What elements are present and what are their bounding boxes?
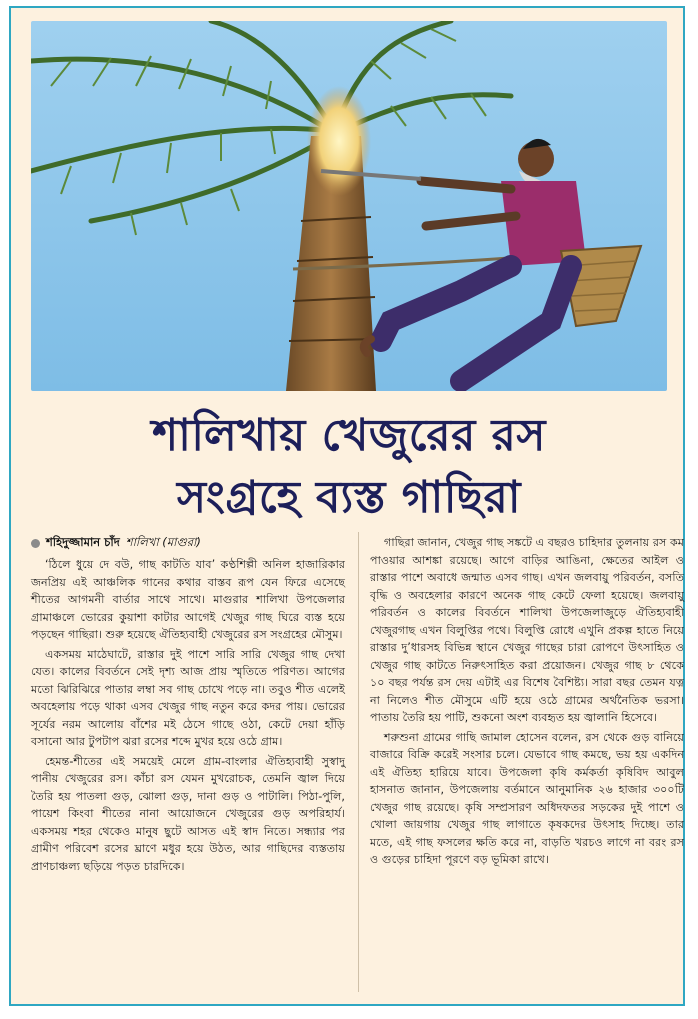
- paragraph: গাছিরা জানান, খেজুর গাছ সঙ্কটে এ বছরও চাহিদার তুলনায় রস কম পাওয়ার আশঙ্কা রয়েছে। আগে বাড়ির আঙিনা, ক্ষেতের আইল ও রাস্তার পাশে অবাধে জন্মাত এসব গাছ। এখন জলবায়ু পরিবর্তন, বসতি বৃদ্ধি ও অবহেলার কারণে অনেক গাছ কেটে ফেলা হয়েছে। জলবায়ু পরিবর্তন ও কালের বিবর্তনে শালিখা উপজেলাজুড়ে ঐতিহ্যবাহী খেজুরগাছ এখন বিলুপ্তির পথে। বিলুপ্তি রোধে এখুনি প্রকল্প হাতে নিয়ে রাস্তার দু’ধারসহ বিভিন্ন স্থানে খেজুর গাছের চারা রোপণে উৎসাহিত ও খেজুর গাছ কাটতে নিরুৎসাহিত করা প্রয়োজন। খেজুর গাছ ৮ থেকে ১০ বছর পর্যন্ত রস দেয় এটাই এর বিশেষ বৈশিষ্ট্য। সারা বছর তেমন যত্ন না নিলেও শীত মৌসুমে এটি হয়ে ওঠে গ্রামের অর্থনৈতিক ভরসা। পাতায় তৈরি হয় পাটি, শুকনো অংশ ব্যবহৃত হয় জ্বালানি হিসেবে।: [370, 536, 684, 724]
- byline: [31, 532, 351, 554]
- paragraph: ‘ঠিলে ধুয়ে দে বউ, গাছ কাটতি যাব’ কণ্ঠশিল্পী অনিল হাজারিকার জনপ্রিয় এই আঞ্চলিক গানের কথার বাস্তব রূপ যেন ফিরে এসেছে শীতের আগমনী বার্তার সাথে সাথে। মাগুরার শালিখা উপজেলার গ্রামাঞ্চলে ভোরের কুয়াশা কাটার আগেই খেজুর গাছ ঘিরে ব্যস্ত হয়ে পড়ছেন গাছিরা। শুরু হয়েছে ঐতিহ্যবাহী খেজুরের রস সংগ্রহের মৌসুম।: [31, 558, 345, 641]
- newspaper-clipping: [9, 6, 685, 1006]
- bullet-icon: [31, 539, 40, 548]
- article-column-left: [31, 556, 345, 877]
- column-divider: [358, 532, 359, 992]
- article-column-right: [370, 534, 684, 871]
- date-palm-climber-photo: [31, 21, 667, 391]
- paragraph: একসময় মাঠেঘাটে, রাস্তার দুই পাশে সারি সারি খেজুর গাছ দেখা যেত। কালের বিবর্তনে সেই দৃশ্য আজ প্রায় স্মৃতিতে পরিণত। আগের মতো ঝিরিঝিরে পাতার লম্বা সব গাছ চোখে পড়ে না। তবুও শীত এলেই অবহেলায় পড়ে থাকা এসব খেজুর গাছ নতুন করে কদর পায়। ভোরের সূর্যের নরম আলোয় বাঁশের মই ঠেসে গাছে ওঠা, কেটে দেয়া হাঁড়ি বসানো আর টুপটাপ ঝরা রসের শব্দে মুখর হয়ে ওঠে গ্রাম।: [31, 647, 345, 748]
- paragraph: শরুশুনা গ্রামের গাছি জামাল হোসেন বলেন, রস থেকে গুড় বানিয়ে বাজারে বিক্রি করেই সংসার চলে। যেভাবে গাছ কমছে, ভয় হয় একদিন এই ঐতিহ্য হারিয়ে যাবে। উপজেলা কৃষি কর্মকর্তা কৃষিবিদ আবুল হাসনাত জানান, উপজেলায় বর্তমানে আনুমানিক ২৬ হাজার ৩০০টি খেজুর গাছ রয়েছে। কৃষি সম্প্রসারণ অধিদফতর সড়কের দুই পাশে ও খোলা জায়গায় খেজুর গাছ লাগাতে কৃষকদের উৎসাহ দিচ্ছে। তার মতে, এই গাছ ফসলের ক্ষতি করে না, বাড়তি খরচও লাগে না বরং রস ও গুড়ের চাহিদা পূরণে বড় ভূমিকা রাখে।: [370, 730, 684, 866]
- paragraph: হেমন্ত-শীতের এই সময়েই মেলে গ্রাম-বাংলার ঐতিহ্যবাহী সুস্বাদু পানীয় খেজুরের রস। কাঁচা রস যেমন মুখরোচক, তেমনি জ্বাল দিয়ে তৈরি হয় পাতলা গুড়, ঝোলা গুড়, দানা গুড় ও পাটালি। পিঠা-পুলি, পায়েশ কিংবা শীতের নানা আয়োজনে খেজুরের গুড় অপরিহার্য। একসময় শহর থেকেও মানুষ ছুটে আসত এই স্বাদ নিতে। সন্ধ্যার পর গ্রামীণ পরিবেশ রসের ঘ্রাণে মধুর হয়ে উঠত, আর গাছিদের ব্যস্ততায় প্রাণচাঞ্চল্য ছড়িয়ে পড়ত চারদিকে।: [31, 754, 345, 873]
- byline-place: শালিখা (মাগুরা): [125, 534, 201, 549]
- headline-line-1: শালিখায় খেজুরের রস: [152, 410, 546, 461]
- byline-author: শহিদুজ্জামান চাঁদ: [46, 534, 120, 549]
- headline-line-2: সংগ্রহে ব্যস্ত গাছিরা: [176, 472, 522, 523]
- headline: [31, 405, 667, 529]
